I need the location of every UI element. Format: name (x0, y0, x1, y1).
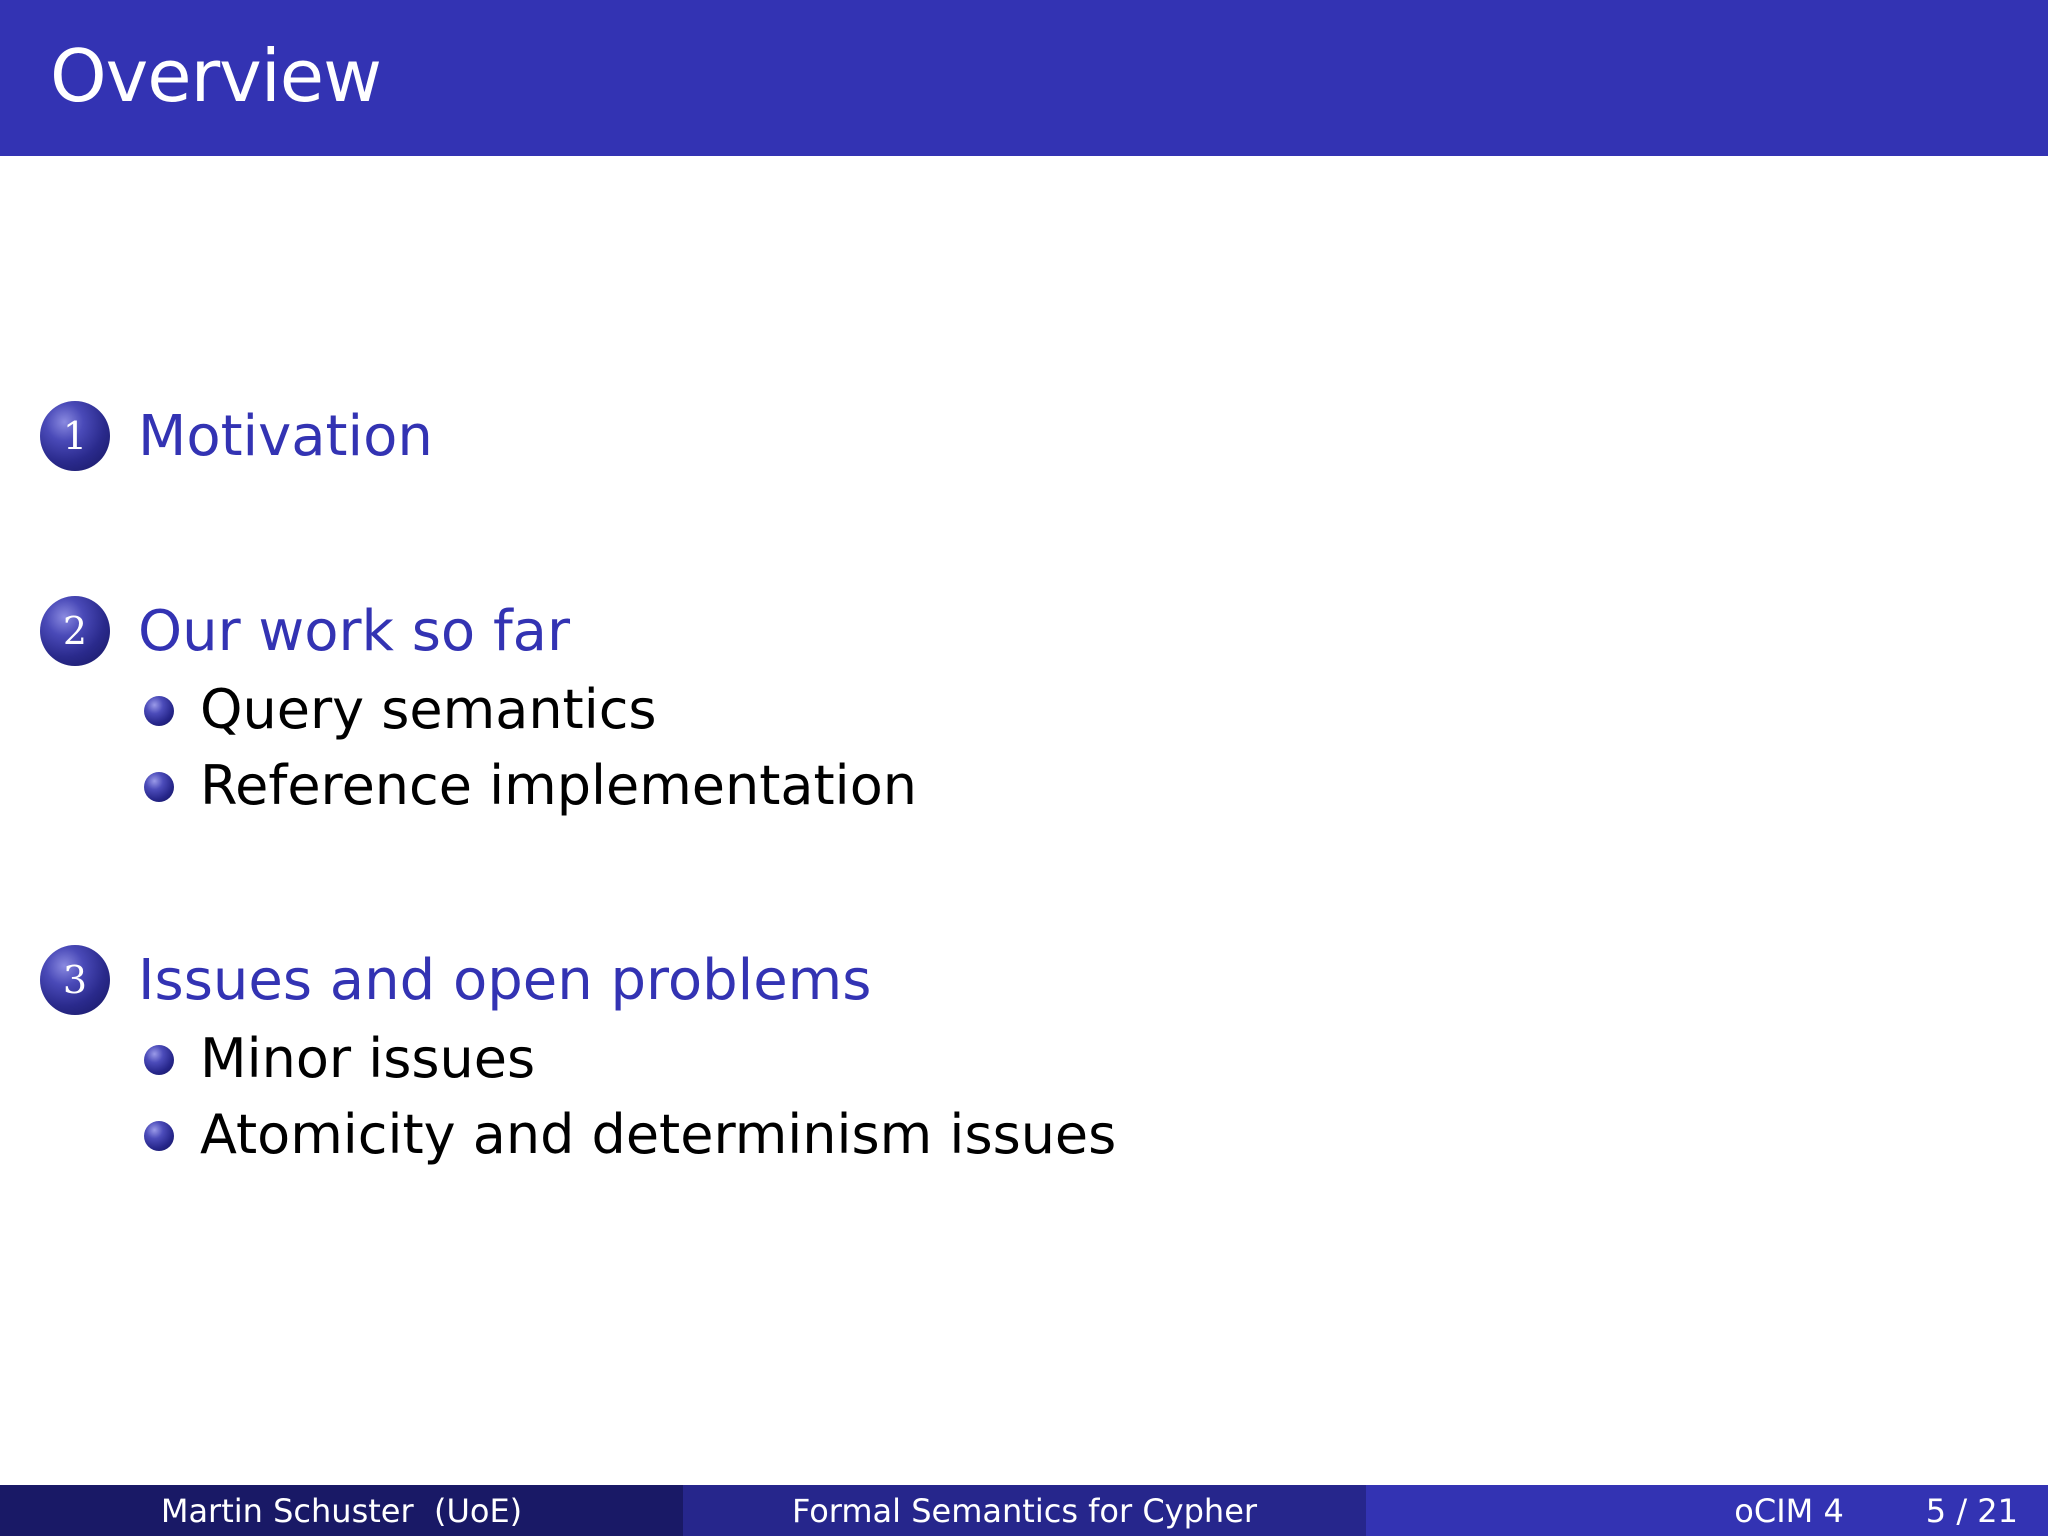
toc-section-motivation[interactable] (40, 397, 1940, 477)
bullet-icon (144, 772, 174, 802)
section-label[interactable]: Issues and open problems (138, 948, 872, 1013)
subitem-label[interactable]: Query semantics (200, 678, 657, 741)
footer-author: Martin Schuster (UoE) (0, 1485, 683, 1536)
toc-subitem-query-semantics[interactable] (40, 672, 1940, 748)
slide-title: Overview (50, 34, 381, 118)
footer-right (1366, 1485, 2048, 1536)
section-label[interactable]: Motivation (138, 404, 433, 469)
section-row[interactable] (40, 397, 1940, 477)
toc-section-issues[interactable] (40, 941, 1940, 1173)
footer-page-number: 5 / 21 (1925, 1491, 2018, 1530)
toc-section-our-work[interactable] (40, 592, 1940, 824)
section-row[interactable] (40, 941, 1940, 1021)
bullet-icon (144, 696, 174, 726)
footer-talk-title: Formal Semantics for Cypher (683, 1485, 1366, 1536)
subitem-label[interactable]: Atomicity and determinism issues (200, 1103, 1117, 1166)
toc-subitem-reference-implementation[interactable] (40, 748, 1940, 824)
toc-subitem-minor-issues[interactable] (40, 1021, 1940, 1097)
subitem-label[interactable]: Minor issues (200, 1027, 536, 1090)
subitem-label[interactable]: Reference implementation (200, 754, 917, 817)
toc-subitem-atomicity[interactable] (40, 1097, 1940, 1173)
footer (0, 1485, 2048, 1536)
section-row[interactable] (40, 592, 1940, 672)
section-number-2-icon: 2 (40, 596, 110, 666)
section-label[interactable]: Our work so far (138, 599, 571, 664)
section-number-1-icon: 1 (40, 401, 110, 471)
section-number-3-icon: 3 (40, 945, 110, 1015)
bullet-icon (144, 1121, 174, 1151)
footer-conference: oCIM 4 (1734, 1491, 1844, 1530)
bullet-icon (144, 1045, 174, 1075)
